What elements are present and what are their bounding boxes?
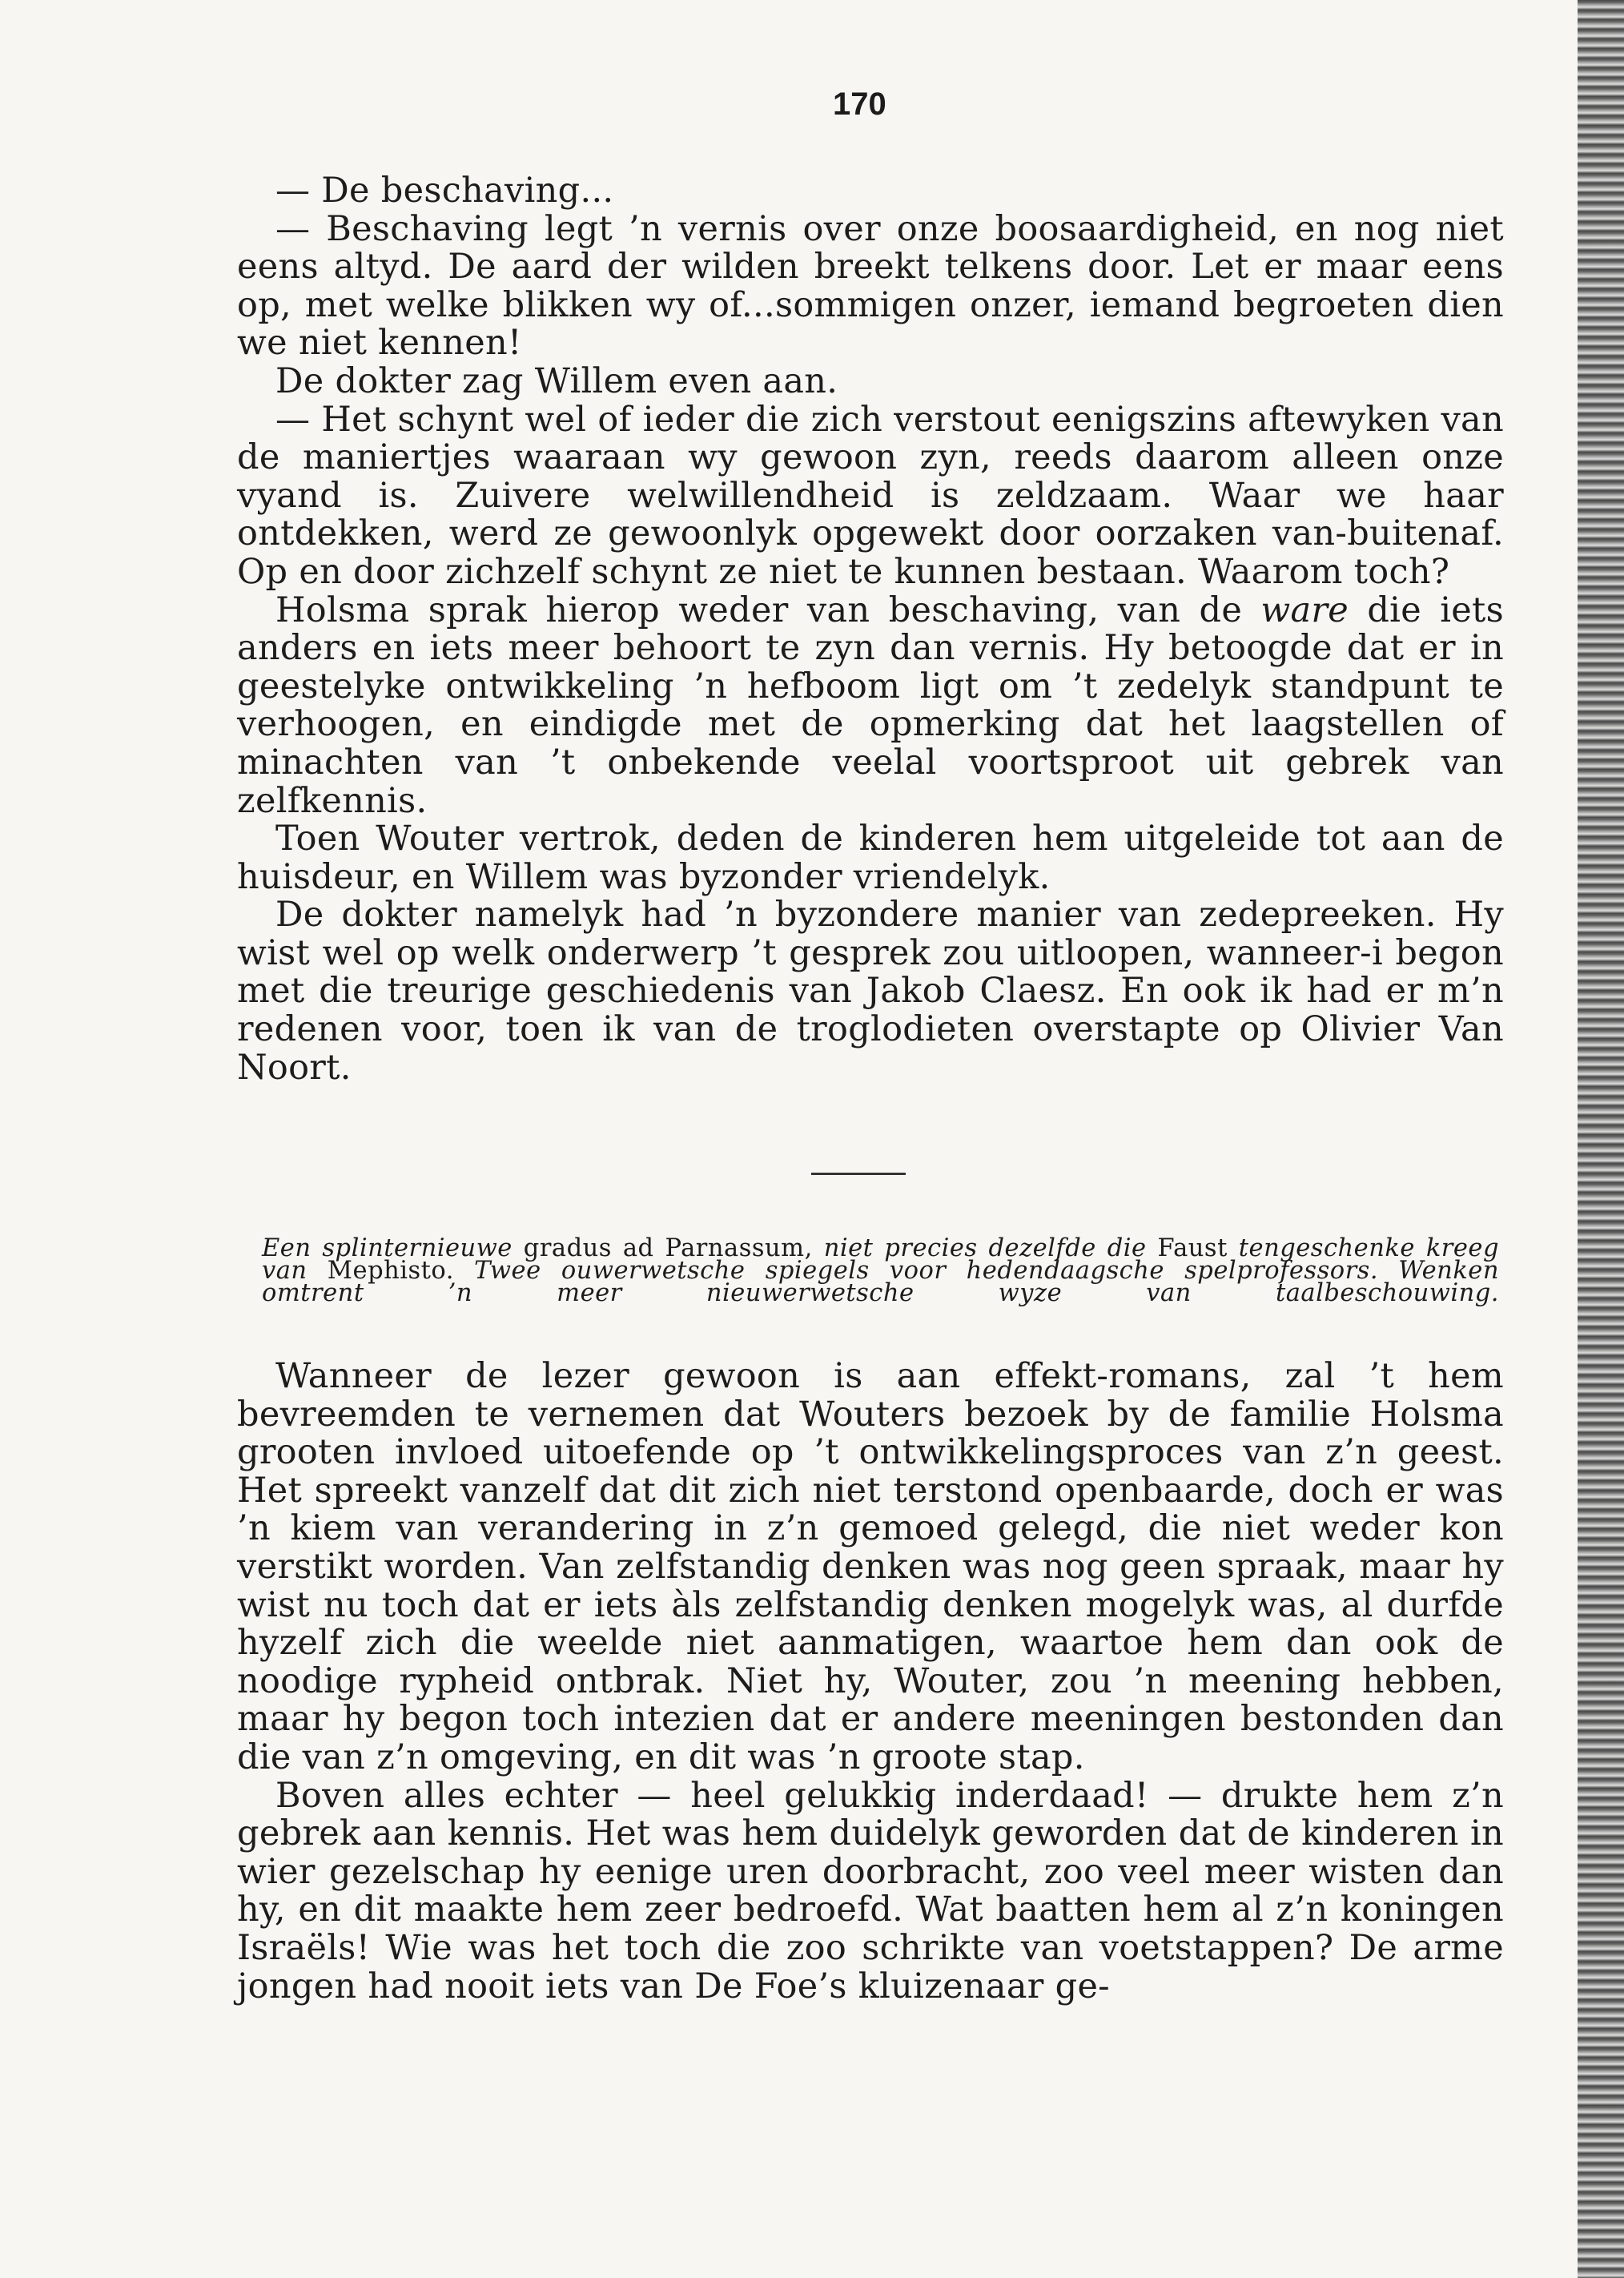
summary-segment: Faust: [1146, 1234, 1239, 1262]
summary-segment: Een splinternieuwe: [262, 1234, 513, 1262]
text-run: die iets anders en iets meer behoort te zyn dan vernis. Hy betoogde dat er in geestelyke ontwikkeling ’n hefboom ligt om ’t zedelyk standpunt te verhoogen, en eindigde met de opmerking dat het laagstellen of minachten van ’t onbekende veelal voortsproot uit gebrek van zelfkennis.: [237, 590, 1504, 821]
paragraph-holsma: [237, 592, 1504, 821]
paragraph: Toen Wouter vertrok, deden de kinderen hem uitgeleide tot aan de huisdeur, en Willem was byzonder vriendelyk.: [237, 819, 1504, 897]
page-number: 170: [833, 87, 886, 122]
dialogue-section: [237, 172, 1504, 1087]
paragraph: Boven alles echter — heel gelukkig inderdaad! — drukte hem z’n gebrek aan kennis. Het was hem duidelyk geworden dat de kinderen in wier gezelschap hy eenige uren doorbracht, zoo veel meer wisten dan hy, en dit maakte hem zeer bedroefd. Wat baatten hem al z’n koningen Israëls! Wie was het toch die zoo schrikte van voetstappen? De arme jongen had nooit iets van De Foe’s kluizenaar ge-: [237, 1775, 1504, 2006]
summary-segment: tengeschenke kreeg van: [262, 1234, 1500, 1285]
summary-segment: gradus ad Parnassum,: [512, 1234, 824, 1262]
paragraph: — De beschaving...: [275, 171, 614, 211]
summary-segment: Twee ouwerwetsche spiegels voor hedendaagsche spelprofessors. Wenken omtrent ’n meer nieuwerwetsche wyze van taalbeschouwing.: [262, 1257, 1499, 1307]
chapter-summary: [262, 1234, 1500, 1307]
summary-segment: Mephisto.: [307, 1257, 475, 1285]
paragraph: Wanneer de lezer gewoon is aan effekt-romans, zal ’t hem bevreemden te vernemen dat Wouters bezoek by de familie Holsma grooten invloed uitoefende op ’t ontwikkelingsproces van z’n geest. Het spreekt vanzelf dat dit zich niet terstond openbaarde, doch er was ’n kiem van verandering in z’n gemoed gelegd, die niet weder kon verstikt worden. Van zelfstandig denken was nog geen spraak, maar hy wist nu toch dat er iets àls zelfstandig denken mogelyk was, al durfde hyzelf zich die weelde niet aanmatigen, waartoe hem dan ook de noodige rypheid ontbrak. Niet hy, Wouter, zou ’n meening hebben, maar hy begon toch intezien dat er andere meeningen bestonden dan die van z’n omgeving, en dit was ’n groote stap.: [237, 1356, 1504, 1777]
emphasis-ware: ware: [1260, 590, 1349, 630]
paragraph: — Beschaving legt ’n vernis over onze boosaardigheid, en nog niet eens altyd. De aard der wilden breekt telkens door. Let er maar eens op, met welke blikken wy of...sommigen onzer, iemand begroeten dien we niet kennen!: [237, 208, 1504, 364]
paragraph: De dokter namelyk had ’n byzondere manier van zedepreeken. Hy wist wel op welk onderwerp ’t gesprek zou uitloopen, wanneer-i begon met die treurige geschiedenis van Jakob Claesz. En ook ik had er m’n redenen voor, toen ik van de troglodieten overstapte op Olivier Van Noort.: [237, 895, 1504, 1088]
section-separator-rule: [811, 1173, 906, 1175]
paragraph: — Het schynt wel of ieder die zich verstout eenigszins aftewyken van de maniertjes waaraan wy gewoon zyn, reeds daarom alleen onze vyand is. Zuivere welwillendheid is zeldzaam. Waar we haar ontdekken, werd ze gewoonlyk opgewekt door oorzaken van-buitenaf. Op en door zichzelf schynt ze niet te kunnen bestaan. Waarom toch?: [237, 399, 1504, 592]
paragraph: De dokter zag Willem even aan.: [275, 360, 838, 401]
page-edge-shadow: [1578, 0, 1624, 2278]
next-chapter-section: [237, 1358, 1504, 2006]
summary-segment: niet precies dezelfde die: [823, 1234, 1147, 1262]
text-run: Holsma sprak hierop weder van beschaving, van de: [275, 590, 1261, 630]
